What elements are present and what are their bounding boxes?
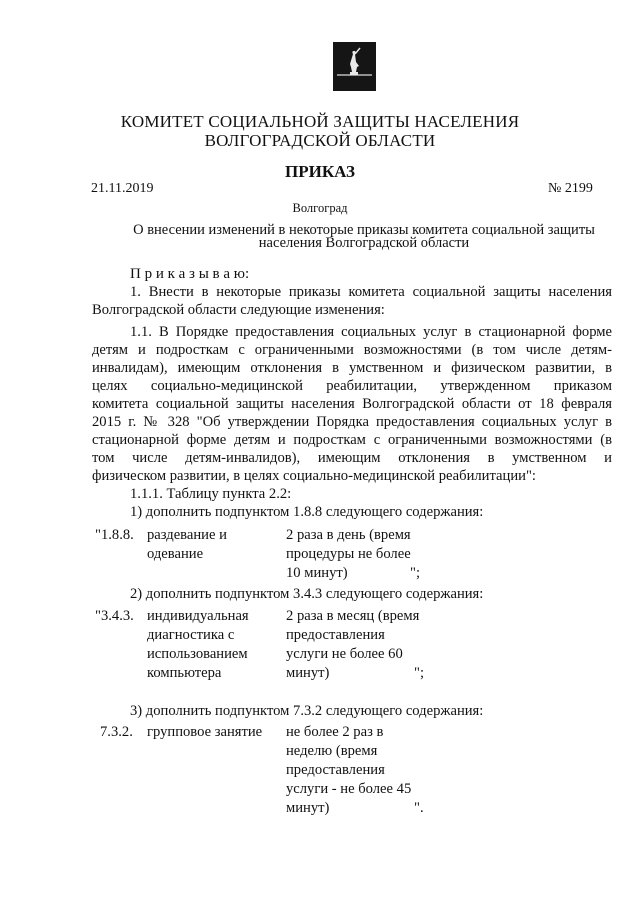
organization-name-line2: ВОЛГОГРАДСКОЙ ОБЛАСТИ [204, 131, 436, 150]
row2-freq-line: услуги не более 60 [286, 646, 403, 662]
row1-freq-line: 2 раза в день (время [286, 527, 411, 543]
row3-name-line: групповое занятие [147, 724, 263, 740]
row2-name-line: диагностика с [147, 627, 235, 643]
item1-1-line: комитета социальной защиты населения Волгоградской области от 18 февраля [92, 396, 612, 412]
row2-name-line: использованием [147, 646, 248, 662]
row1-name-line: раздевание и [147, 527, 227, 543]
item1-1-line: детям и подросткам с ограниченными возможностями (в том числе детям- [92, 342, 612, 358]
coat-of-arms-emblem [333, 42, 376, 91]
row2-freq-line: предоставления [286, 627, 385, 643]
row3-end: ". [414, 800, 424, 816]
row3-freq-line: предоставления [286, 762, 385, 778]
subject-line2: населения Волгоградской области [258, 235, 470, 251]
document-type-title: ПРИКАЗ [285, 162, 355, 181]
row2-name-line: индивидуальная [147, 608, 249, 624]
subitem-3: 3) дополнить подпунктом 7.3.2 следующего содержания: [130, 703, 484, 719]
row2-code: "3.4.3. [95, 608, 134, 624]
document-city: Волгоград [292, 201, 348, 215]
row1-freq-line: 10 минут) [286, 565, 348, 581]
item1-1-line: физическом развитии, в целях социально-медицинской реабилитации": [92, 468, 536, 484]
item1-1-line: том числе детям-инвалидов), имеющим отклонения в умственном и [92, 450, 612, 466]
item1-1-line: 1.1. В Порядке предоставления социальных услуг в стационарной форме [130, 324, 612, 340]
item1-1-line: целях социально-медицинской реабилитации, утвержденном приказом [92, 378, 612, 394]
row1-code: "1.8.8. [95, 527, 134, 543]
subject-line1: О внесении изменений в некоторые приказы комитета социальной защиты [133, 222, 595, 238]
document-date: 21.11.2019 [91, 181, 154, 196]
row3-freq-line: не более 2 раз в [286, 724, 384, 740]
row1-end: "; [410, 565, 421, 581]
row3-freq-line: неделю (время [286, 743, 378, 759]
subitem-1: 1) дополнить подпунктом 1.8.8 следующего содержания: [130, 504, 484, 520]
item1-1-line: стационарной форме детям и подросткам с ограниченными возможностями (в [92, 432, 612, 448]
row2-name-line: компьютера [147, 665, 222, 681]
item1-1-line: инвалидам), имеющим отклонения в умственном и физическом развитии, в [92, 360, 612, 376]
row2-freq-line: минут) [286, 665, 330, 681]
subitem-2: 2) дополнить подпунктом 3.4.3 следующего содержания: [130, 586, 484, 602]
motherland-statue-icon [333, 42, 376, 91]
row1-freq-line: процедуры не более [286, 546, 411, 562]
order-lead: П р и к а з ы в а ю: [130, 266, 250, 282]
row2-freq-line: 2 раза в месяц (время [286, 608, 420, 624]
row2-end: "; [414, 665, 425, 681]
row3-freq-line: минут) [286, 800, 330, 816]
item1-1-1: 1.1.1. Таблицу пункта 2.2: [130, 486, 292, 502]
item1-1-line: 2015 г. № 328 "Об утверждении Порядка предоставления социальных услуг в [92, 414, 612, 430]
item1-line: 1. Внести в некоторые приказы комитета социальной защиты населения [130, 284, 612, 300]
row3-freq-line: услуги - не более 45 [286, 781, 412, 797]
item1-line: Волгоградской области следующие изменения: [92, 302, 385, 318]
row3-code: 7.3.2. [100, 724, 133, 740]
document-number: № 2199 [548, 181, 593, 196]
row1-name-line: одевание [147, 546, 204, 562]
organization-name-line1: КОМИТЕТ СОЦИАЛЬНОЙ ЗАЩИТЫ НАСЕЛЕНИЯ [120, 112, 520, 131]
